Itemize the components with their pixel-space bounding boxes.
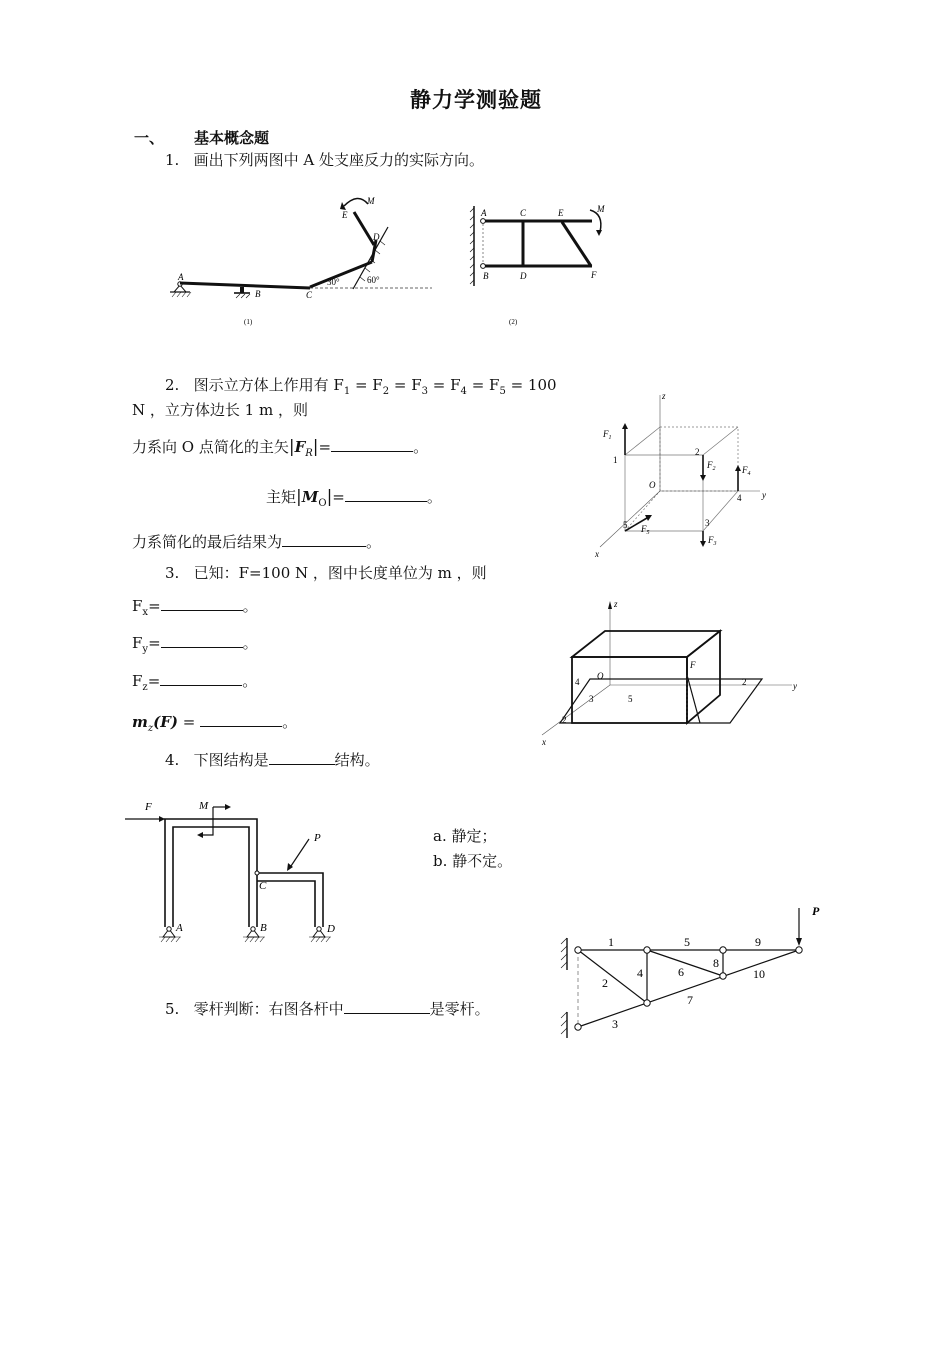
fig1-caption: (1) bbox=[244, 318, 253, 326]
q4-label-A: A bbox=[176, 922, 183, 934]
q3-fz-label: F bbox=[132, 672, 143, 690]
q5-member-6: 6 bbox=[678, 965, 684, 979]
fig2-label-A: A bbox=[481, 208, 487, 218]
q4-label-B: B bbox=[260, 922, 267, 934]
q3-mz-line bbox=[132, 712, 297, 739]
fig1-angle-60: 60° bbox=[367, 275, 380, 285]
q5-member-8: 8 bbox=[713, 956, 719, 970]
q2-eq-2: = F bbox=[393, 376, 422, 394]
q2-point-2: 2 bbox=[695, 447, 700, 457]
q2-eq-4: = F bbox=[471, 376, 500, 394]
q4-label-P: P bbox=[314, 832, 321, 844]
q4-suffix: 结构。 bbox=[334, 751, 380, 769]
question-2 bbox=[165, 375, 557, 402]
q2-eq-3: = F bbox=[432, 376, 461, 394]
q3-mz-eq: = bbox=[182, 713, 196, 731]
q2-final-line bbox=[132, 532, 381, 552]
q2-axis-y: y bbox=[762, 490, 766, 500]
q5-member-10: 10 bbox=[753, 967, 765, 981]
q2-point-3: 3 bbox=[705, 518, 710, 528]
q2-moment-blank[interactable] bbox=[345, 487, 427, 502]
q2-final-prefix: 力系简化的最后结果为 bbox=[132, 533, 283, 551]
q3-fy-period: 。 bbox=[242, 634, 258, 652]
q5-member-1: 1 bbox=[608, 935, 614, 949]
section-heading bbox=[134, 127, 269, 148]
q2-point-5: 5 bbox=[623, 520, 628, 530]
q3-mz-sub: z bbox=[147, 723, 154, 734]
q3-fx-line bbox=[132, 596, 258, 623]
q3-mz-label: m bbox=[132, 713, 148, 731]
q2-origin-O: O bbox=[649, 480, 656, 490]
fig1-label-E: E bbox=[342, 210, 348, 220]
q3-fy-blank[interactable] bbox=[161, 633, 243, 648]
q2-final-blank[interactable] bbox=[282, 532, 366, 547]
fig2-label-D: D bbox=[520, 271, 527, 281]
q3-fy-label: F bbox=[132, 634, 143, 652]
q3-fy-eq: = bbox=[148, 634, 161, 652]
fig1-angle-30: 30° bbox=[327, 277, 340, 287]
q2-period-3: 。 bbox=[366, 533, 382, 551]
q2-cube-figure bbox=[585, 385, 785, 565]
q3-text: 已知：F=100 N ，图中长度单位为 m ，则 bbox=[193, 564, 487, 582]
q2-point-4: 4 bbox=[737, 493, 742, 503]
q1-figure-1 bbox=[160, 190, 460, 340]
q2-sub-5: 5 bbox=[499, 386, 506, 397]
q3-dim-5: 5 bbox=[628, 694, 633, 704]
q3-fz-eq: = bbox=[147, 672, 161, 690]
q3-fz-blank[interactable] bbox=[160, 671, 242, 686]
section-label: 基本概念题 bbox=[194, 129, 270, 147]
q2-eq-1: = F bbox=[354, 376, 383, 394]
q5-member-4: 4 bbox=[637, 966, 643, 980]
q3-dim-2b: 2 bbox=[562, 715, 567, 725]
fig2-caption: (2) bbox=[509, 318, 518, 326]
fig1-label-B: B bbox=[255, 289, 261, 299]
question-1 bbox=[165, 150, 484, 170]
q5-member-3: 3 bbox=[612, 1017, 618, 1031]
fig2-label-F: F bbox=[591, 270, 597, 280]
q2-resultant-blank[interactable] bbox=[331, 437, 413, 452]
q2-resultant-prefix: 力系向 O 点简化的主矢 bbox=[132, 438, 289, 456]
q5-member-2: 2 bbox=[602, 976, 608, 990]
fig1-label-C: C bbox=[306, 290, 313, 300]
q2-point-1: 1 bbox=[613, 455, 618, 465]
q3-axis-x: x bbox=[542, 737, 546, 747]
q2-axis-z: z bbox=[662, 391, 666, 401]
page-title: 静力学测验题 bbox=[410, 87, 542, 112]
q3-fy-sub: y bbox=[142, 644, 149, 655]
q2-text-a: 图示立方体上作用有 F bbox=[193, 376, 344, 394]
q3-axis-y: y bbox=[793, 681, 797, 691]
fig1-label-M: M bbox=[367, 196, 375, 206]
section-number: 一、 bbox=[134, 129, 165, 147]
q4-prefix: 下图结构是 bbox=[193, 751, 269, 769]
q3-mz-blank[interactable] bbox=[200, 712, 282, 727]
fig2-label-M: M bbox=[597, 204, 605, 214]
q3-fx-period: 。 bbox=[242, 597, 258, 615]
question-4 bbox=[165, 750, 380, 770]
q2-moment-line: 主矩$|M_O|=$ 。 bbox=[266, 487, 442, 509]
q4-option-a[interactable]: a. 静定； bbox=[433, 827, 497, 845]
q3-fz-line bbox=[132, 671, 257, 698]
q4-label-C: C bbox=[259, 880, 267, 892]
q2-axis-x: x bbox=[595, 549, 599, 559]
q2-value: = 100 bbox=[510, 376, 557, 394]
q2-sub-4: 4 bbox=[460, 386, 467, 397]
fig2-label-C: C bbox=[520, 208, 527, 218]
fig2-label-B: B bbox=[483, 271, 489, 281]
q2-force-F4: $F_4$ bbox=[742, 465, 751, 477]
q2-moment-sub: O bbox=[318, 498, 327, 509]
q3-fy-line bbox=[132, 633, 258, 660]
q2-force-F3: $F_3$ bbox=[708, 535, 717, 547]
q5-blank[interactable] bbox=[344, 999, 430, 1014]
q2-period-2: 。 bbox=[426, 488, 442, 506]
q3-number: 3. bbox=[165, 564, 180, 582]
q2-number: 2. bbox=[165, 376, 180, 394]
q2-period-1: 。 bbox=[413, 438, 429, 456]
q3-fz-sub: z bbox=[142, 682, 148, 693]
q2-resultant-line: 力系向 O 点简化的主矢$|F_R|=$ 。 bbox=[132, 437, 429, 459]
q3-dim-3: 3 bbox=[589, 694, 594, 704]
q3-fx-label: F bbox=[132, 597, 143, 615]
q4-option-b[interactable]: b. 静不定。 bbox=[433, 852, 513, 870]
q5-truss-figure bbox=[550, 900, 820, 1050]
q3-fx-sub: x bbox=[142, 607, 149, 618]
q2-sub-1: 1 bbox=[343, 386, 351, 397]
q3-dim-4: 4 bbox=[575, 677, 580, 687]
q2-sub-3: 3 bbox=[421, 386, 428, 397]
fig1-label-A: A bbox=[178, 272, 184, 282]
q3-fx-eq: = bbox=[148, 597, 161, 615]
q3-fx-blank[interactable] bbox=[161, 596, 243, 611]
fig2-label-E: E bbox=[558, 208, 564, 218]
q4-frame-figure bbox=[125, 795, 355, 955]
q4-label-F: F bbox=[145, 801, 152, 813]
q3-mz-period: 。 bbox=[282, 713, 298, 731]
q5-suffix: 是零杆。 bbox=[429, 1000, 490, 1018]
q5-label-P: P bbox=[812, 904, 820, 918]
q1-text: 画出下列两图中 A 处支座反力的实际方向。 bbox=[193, 151, 484, 169]
q5-member-9: 9 bbox=[755, 935, 761, 949]
q3-origin-O: O bbox=[597, 671, 604, 681]
q3-dim-2a: 2 bbox=[742, 677, 747, 687]
q3-mz-arg: (F) bbox=[153, 713, 178, 731]
q4-number: 4. bbox=[165, 751, 180, 769]
q1-number: 1. bbox=[165, 151, 180, 169]
q3-force-F: F bbox=[690, 660, 696, 670]
fig1-label-D: D bbox=[373, 232, 380, 242]
q3-fz-period: 。 bbox=[242, 672, 258, 690]
q1-figure-2 bbox=[470, 200, 620, 340]
q2-text-b: N ，立方体边长 1 m ，则 bbox=[132, 401, 308, 419]
q4-label-M: M bbox=[199, 800, 209, 812]
q3-axis-z: z bbox=[614, 599, 618, 609]
q4-label-D: D bbox=[327, 923, 335, 935]
q2-moment-prefix: 主矩 bbox=[266, 488, 297, 506]
q2-sub-2: 2 bbox=[382, 386, 390, 397]
q5-member-5: 5 bbox=[684, 935, 690, 949]
q4-blank[interactable] bbox=[269, 750, 335, 765]
q5-prefix: 零杆判断：右图各杆中 bbox=[193, 1000, 344, 1018]
question-5 bbox=[165, 999, 490, 1019]
q5-number: 5. bbox=[165, 1000, 180, 1018]
q5-member-7: 7 bbox=[687, 993, 693, 1007]
q2-force-F2: $F_2$ bbox=[707, 460, 716, 472]
q3-box-figure bbox=[530, 595, 820, 745]
q2-force-F1: $F_1$ bbox=[603, 429, 612, 441]
q2-force-F5: $F_5$ bbox=[641, 524, 650, 536]
question-3 bbox=[165, 563, 487, 583]
